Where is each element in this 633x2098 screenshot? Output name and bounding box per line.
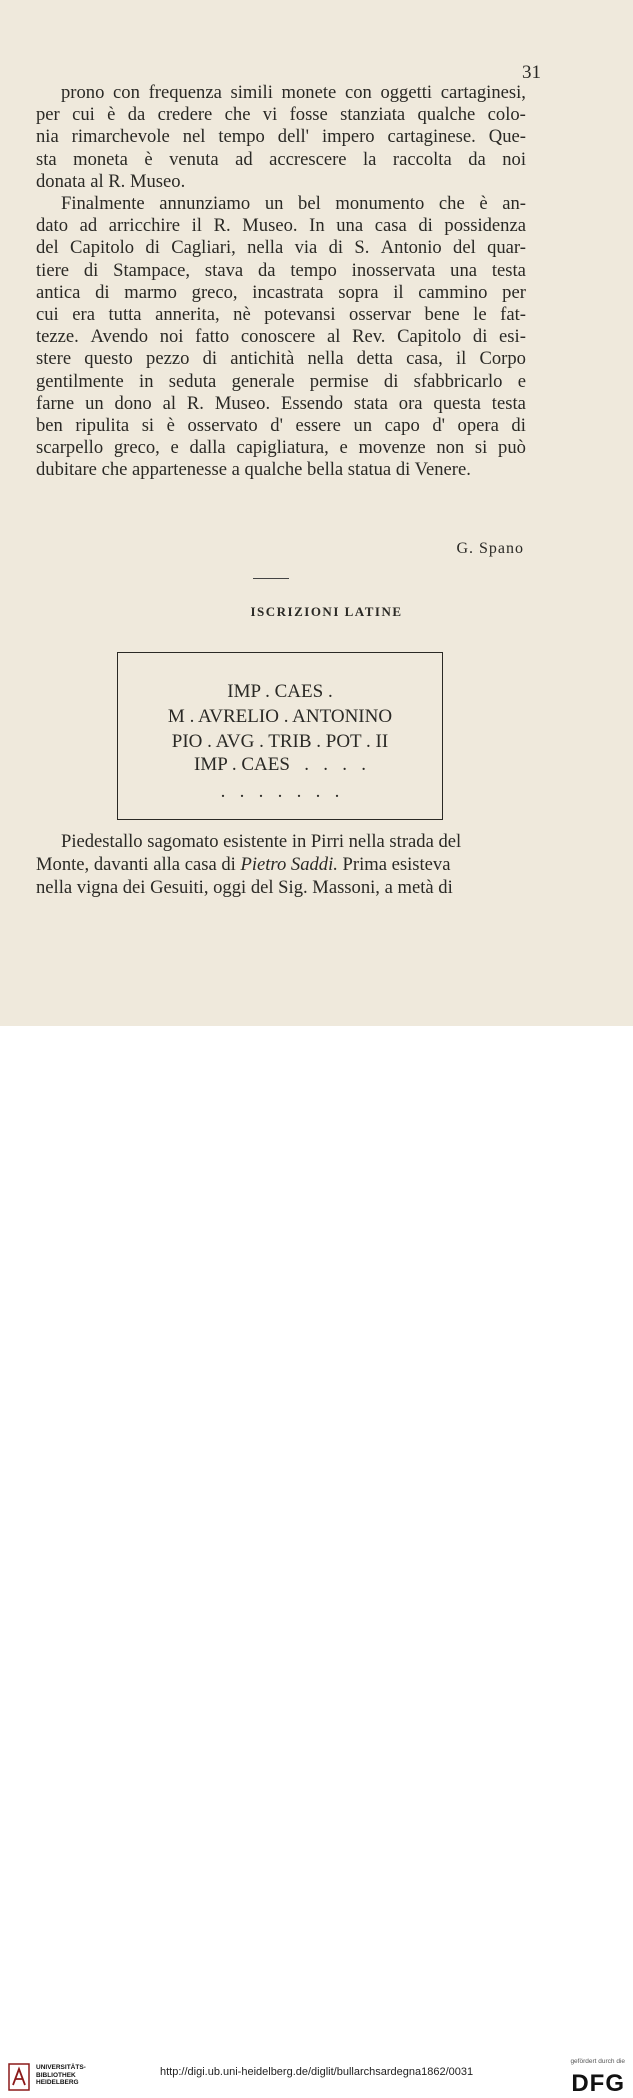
paragraph-2: [36, 193, 526, 482]
text-line: del Capitolo di Cagliari, nella via di S. Antonio del quar-: [36, 237, 526, 259]
inscription-box: [117, 652, 443, 820]
institution-line: BIBLIOTHEK: [36, 2071, 76, 2079]
text-line: stere questo pezzo di antichità nella detta casa, il Corpo: [36, 348, 526, 370]
text-line: prono con frequenza simili monete con oggetti cartaginesi,: [61, 82, 526, 103]
institution-line: HEIDELBERG: [36, 2079, 79, 2086]
text-line: nia rimarchevole nel tempo dell' impero cartaginese. Que-: [36, 126, 526, 148]
inscription-line: M . AVRELIO . ANTONINO: [167, 706, 393, 727]
institution-name: [36, 2064, 86, 2087]
page-number: 31: [522, 62, 541, 83]
inscription-caption: [36, 830, 526, 899]
caption-line: Piedestallo sagomato esistente in Pirri nella strada del: [61, 831, 462, 852]
scanned-page: [0, 0, 633, 1026]
section-title: ISCRIZIONI LATINE: [250, 604, 403, 619]
text-line: dubitare che appartenesse a qualche bella statua di Venere.: [36, 459, 471, 481]
caption-italic-name: Pietro Saddi.: [240, 854, 338, 875]
inscription-line: . . . . . . .: [220, 781, 340, 802]
inscription-line: IMP . CAES .: [227, 681, 333, 702]
text-line: donata al R. Museo.: [36, 170, 186, 192]
paragraph-1: [36, 82, 526, 193]
text-line: gentilmente in seduta generale permise di sfabbricarlo e: [36, 370, 526, 392]
text-line: antica di marmo greco, incastrata sopra il cammino per: [36, 281, 526, 303]
viewer-footer: [0, 1026, 633, 2097]
text-line: farne un dono al R. Museo. Essendo stata ora questa testa: [36, 392, 526, 414]
text-line: tiere di Stampace, stava da tempo inosservata una testa: [36, 259, 526, 281]
body-text: [36, 82, 526, 482]
funding-note: gefördert durch die: [570, 2058, 625, 2065]
institution-line: UNIVERSITÄTS-: [36, 2064, 86, 2071]
caption-text: Prima esisteva: [337, 854, 451, 875]
text-line: dato ad arricchire il R. Museo. In una casa di possidenza: [36, 215, 526, 237]
text-line: Finalmente annunziamo un bel monumento che è an-: [61, 193, 526, 215]
caption-line: nella vigna dei Gesuiti, oggi del Sig. Massoni, a metà di: [36, 877, 453, 898]
university-library-logo-icon: [8, 2063, 30, 2091]
caption-text: Monte, davanti alla casa di: [36, 854, 241, 875]
text-line: scarpello greco, e dalla capigliatura, e movenze non si può: [36, 437, 526, 459]
text-line: per cui è da credere che vi fosse stanziata qualche colo-: [36, 104, 526, 126]
inscription-line: IMP . CAES . . . .: [194, 754, 366, 775]
dfg-logo: DFG: [571, 2070, 625, 2097]
text-line: tezze. Avendo noi fatto conoscere al Rev. Capitolo di esi-: [36, 326, 526, 348]
inscription-line: PIO . AVG . TRIB . POT . II: [171, 731, 389, 752]
author-signature: G. Spano: [456, 540, 524, 557]
text-line: sta moneta è venuta ad accrescere la raccolta da noi: [36, 148, 526, 170]
text-line: cui era tutta annerita, nè potevansi osservar bene le fat-: [36, 304, 526, 326]
permalink-url[interactable]: http://digi.ub.uni-heidelberg.de/diglit/bullarchsardegna1862/0031: [160, 2066, 474, 2078]
section-divider: [253, 578, 289, 579]
text-line: ben ripulita si è osservato d' essere un capo d' opera di: [36, 415, 526, 437]
caption-line: [36, 853, 526, 876]
